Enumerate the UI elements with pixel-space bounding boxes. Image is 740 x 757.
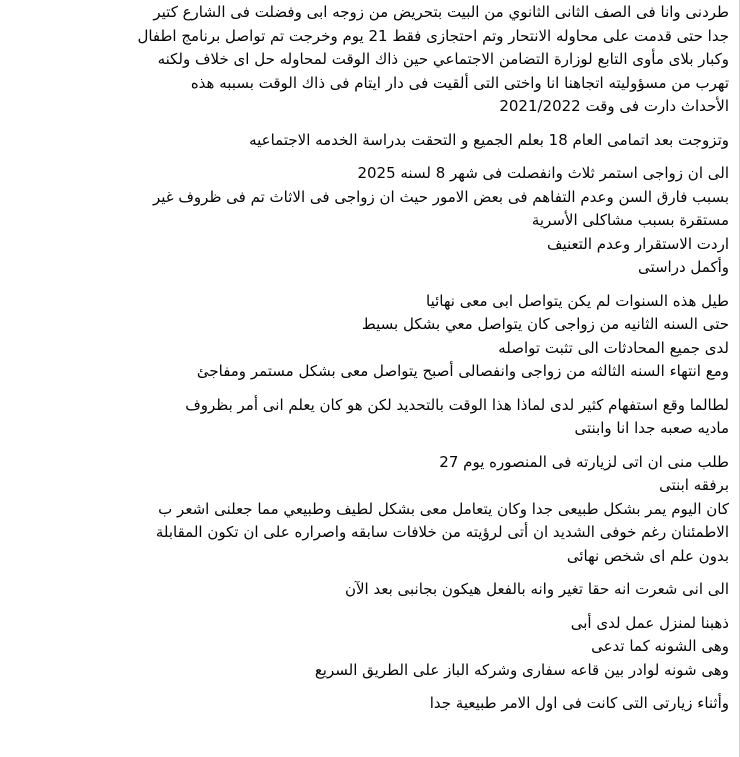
text-line: كان اليوم يمر بشكل طبيعى جدا وكان يتعامل معى بشكل لطيف وطبيعي مما جعلنى اشعر ب [158, 499, 729, 518]
paragraph-6 [10, 451, 729, 569]
text-line: ماديه صعبه جدا انا وابنتى [574, 419, 729, 437]
text-line: ومع انتهاء السنه الثالثه من زواجى وانفصالى أصبح يتواصل معى بشكل مستمر ومفاجئ [196, 362, 729, 380]
text-line: بدون علم اى شخص نهائى [566, 546, 729, 565]
paragraph-1 [10, 1, 729, 119]
text-line: وهى الشونه كما تدعى [591, 637, 729, 655]
text-line: طيل هذه السنوات لم يكن يتواصل ابى معى نهائيا [426, 291, 729, 310]
text-line: الى ان زواجى استمر ثلاث وانفصلت فى شهر 8 لسنه 2025 [357, 164, 729, 182]
text-line: اردت الاستقرار وعدم التعنيف [546, 234, 729, 253]
text-line: برفقه ابنتى [659, 476, 729, 494]
paragraph-2 [10, 129, 729, 153]
paragraph-3 [10, 162, 729, 280]
text-line: تهرب من مسؤوليته اتجاهنا انا واختى التى ألقيت فى دار ايتام فى ذاك الوقت بسببه هذه [190, 73, 729, 92]
paragraph-7 [10, 578, 729, 602]
text-line: بسبب فارق السن وعدم التفاهم فى بعض الامور حيث ان زواجى فى الاثاث تم فى ظروف غير [152, 187, 729, 206]
text-line: الأحداث دارت فى وقت 2021/2022 [499, 97, 729, 115]
text-line: وهى شونه لوادر بين قاعه سفارى وشركه الباز على الطريق السريع [314, 660, 729, 679]
text-line: وأكمل دراستى [637, 258, 729, 276]
text-line: حتى السنه الثانيه من زواجى كان يتواصل معي بشكل بسيط [361, 315, 729, 333]
text-line: مستقرة بسبب مشاكلى الأسرية [531, 211, 729, 229]
text-line: الاطمئنان رغم خوفى الشديد ان أتى لرؤيته من خلافات سابقه واصراره على ان تكون المقابلة [155, 523, 729, 541]
text-line: لدى جميع المحادثات الى تثبت تواصله [498, 338, 729, 357]
text-line: لطالما وقع استفهام كثير لدى لماذا هذا الوقت بالتحديد لكن هو كان يعلم انى أمر بظروف [185, 395, 729, 414]
text-line: طلب منى ان اتى لزيارته فى المنصوره يوم 27 [439, 452, 729, 471]
text-line: وأثناء زيارتى التى كانت فى اول الامر طبيعية جدا [429, 694, 729, 712]
paragraph-8 [10, 612, 729, 683]
text-line: وكبار بلاى مأوى التابع لوزارة التضامن الاجتماعي حين ذاك الوقت لمحاوله حل اى خلاف ولكنه [157, 50, 729, 68]
text-line: طردنى وانا فى الصف الثانى الثانوي من البيت بتحريض من زوجه ابى وفضلت فى الشارع كتير [153, 3, 729, 21]
text-line: وتزوجت بعد اتمامى العام 18 بعلم الجميع و التحقت بدراسة الخدمه الاجتماعيه [249, 130, 729, 149]
paragraph-9 [10, 692, 729, 716]
paragraph-4 [10, 290, 729, 384]
text-line: ذهبنا لمنزل عمل لدى أبى [570, 613, 729, 632]
text-line: الى انى شعرت انه حقا تغير وانه بالفعل هيكون بجانبى بعد الآن [344, 580, 729, 598]
paragraph-5 [10, 394, 729, 441]
text-line: جدا حتى قدمت على محاوله الانتحار وتم احتجازى فقط 21 يوم وخرجت تم تواصل برنامج اطفال [137, 26, 729, 45]
